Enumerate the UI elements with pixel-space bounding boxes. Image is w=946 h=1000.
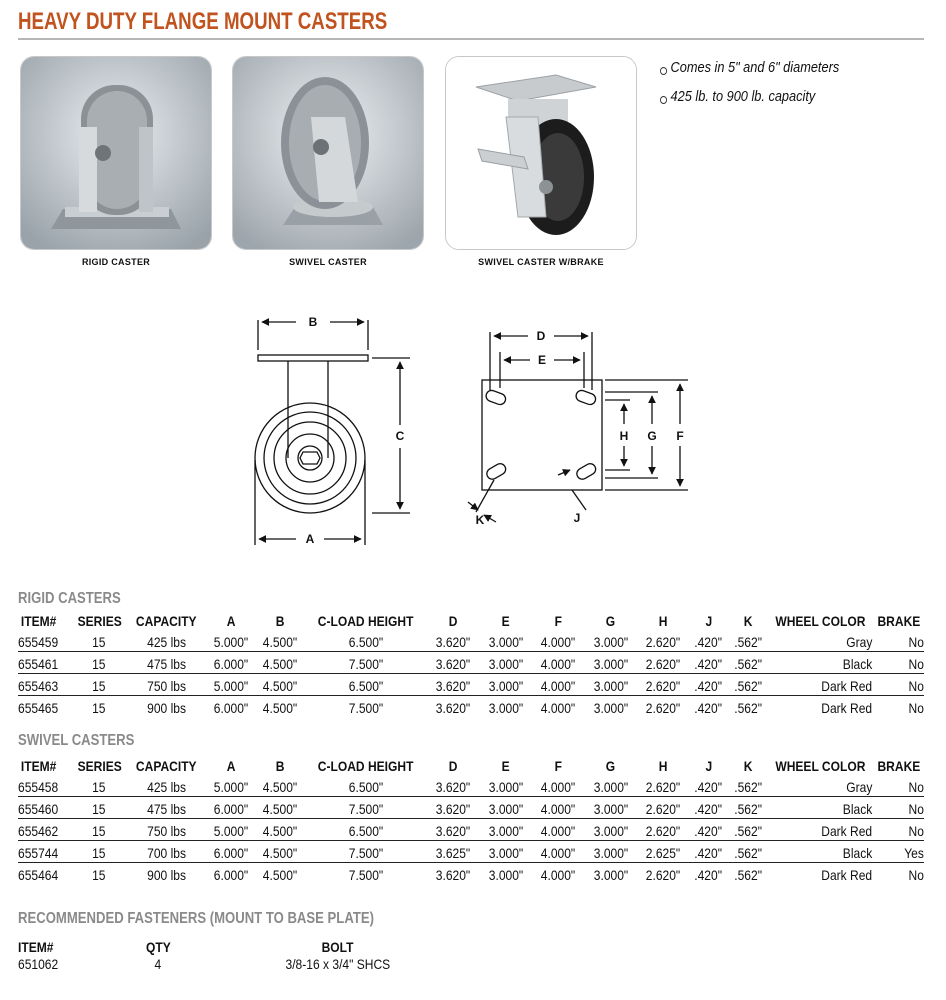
cell-b: 4.500" (256, 775, 306, 797)
col-k: K (743, 758, 752, 774)
cell-d: 3.620" (427, 630, 480, 652)
cell-item: 655462 (18, 819, 73, 841)
col-series: SERIES (77, 613, 122, 629)
cell-series: 15 (73, 674, 126, 696)
col-bolt: BOLT (322, 938, 354, 955)
cell-h: 2.620" (637, 819, 690, 841)
col-brake: BRAKE (877, 613, 921, 629)
col-item: ITEM# (20, 758, 57, 774)
feature-item: Comes in 5" and 6" diameters (660, 60, 839, 89)
label-b: B (308, 315, 318, 329)
col-qty: QTY (145, 938, 171, 955)
cell-c-load-height: 7.500" (305, 652, 427, 674)
cell-f: 4.000" (532, 652, 585, 674)
rigid-caster-caption: RIGID CASTER (81, 257, 151, 267)
label-h: H (619, 429, 629, 443)
cell-capacity: 700 lbs (126, 841, 207, 863)
cell-j: .420" (690, 674, 728, 696)
cell-k: .562" (727, 652, 767, 674)
feature-list (660, 60, 839, 118)
cell-c-load-height: 6.500" (305, 775, 427, 797)
cell-wheel-color: Black (768, 797, 873, 819)
cell-j: .420" (690, 841, 728, 863)
cell-k: .562" (727, 674, 767, 696)
table-row (18, 674, 924, 696)
cell-f: 4.000" (532, 630, 585, 652)
swivel-casters-heading: SWIVEL CASTERS (18, 732, 135, 749)
swivel-casters-table (18, 757, 924, 884)
cell-e: 3.000" (488, 700, 523, 716)
cell-c-load-height: 7.500" (348, 867, 384, 883)
fasteners-table (18, 938, 438, 973)
page-title: HEAVY DUTY FLANGE MOUNT CASTERS (18, 8, 388, 35)
col-j: J (705, 613, 712, 629)
cell-capacity: 475 lbs (126, 797, 207, 819)
cell-d: 3.620" (435, 700, 471, 716)
cell-a: 6.000" (207, 797, 255, 819)
cell-h: 2.625" (637, 841, 690, 863)
cell-j: .420" (690, 652, 728, 674)
col-f: F (554, 758, 562, 774)
col-g: G (606, 613, 616, 629)
cell-h: 2.620" (637, 674, 690, 696)
cell-capacity: 900 lbs (147, 867, 186, 883)
cell-capacity: 750 lbs (126, 819, 207, 841)
cell-d: 3.625" (427, 841, 480, 863)
cell-c-load-height: 6.500" (305, 630, 427, 652)
cell-item: 655461 (18, 652, 73, 674)
col-k: K (743, 613, 752, 629)
cell-k: .562" (733, 700, 762, 716)
cell-e: 3.000" (488, 867, 523, 883)
rigid-casters-table (18, 612, 924, 717)
cell-wheel-color: Dark Red (768, 674, 873, 696)
bullet-icon (660, 67, 667, 75)
col-series: SERIES (77, 758, 122, 774)
col-c-load-height: C-LOAD HEIGHT (318, 613, 414, 629)
title-divider (18, 38, 924, 40)
cell-series: 15 (73, 652, 126, 674)
cell-e: 3.000" (479, 841, 532, 863)
cell-brake: No (873, 630, 924, 652)
cell-capacity: 900 lbs (147, 700, 186, 716)
label-f: F (676, 429, 684, 443)
cell-item: 655458 (18, 775, 73, 797)
cell-d: 3.620" (435, 867, 471, 883)
table-row (18, 696, 924, 718)
cell-b: 4.500" (263, 867, 298, 883)
cell-e: 3.000" (479, 630, 532, 652)
col-c-load-height: C-LOAD HEIGHT (318, 758, 414, 774)
cell-k: .562" (727, 775, 767, 797)
cell-a: 5.000" (207, 775, 255, 797)
table-row (18, 652, 924, 674)
table-row (18, 841, 924, 863)
cell-h: 2.620" (646, 700, 681, 716)
cell-wheel-color: Dark Red (821, 700, 873, 716)
cell-b: 4.500" (256, 797, 306, 819)
cell-g: 3.000" (593, 700, 629, 716)
cell-capacity: 750 lbs (126, 674, 207, 696)
cell-b: 4.500" (256, 819, 306, 841)
cell-a: 5.000" (207, 674, 255, 696)
cell-b: 4.500" (256, 674, 306, 696)
col-f: F (554, 613, 562, 629)
cell-k: .562" (727, 819, 767, 841)
cell-wheel-color: Gray (768, 630, 873, 652)
cell-wheel-color: Black (768, 652, 873, 674)
label-a: A (305, 532, 315, 546)
cell-h: 2.620" (637, 652, 690, 674)
cell-g: 3.000" (585, 797, 638, 819)
cell-capacity: 425 lbs (126, 630, 207, 652)
cell-f: 4.000" (532, 775, 585, 797)
cell-brake: No (873, 775, 924, 797)
cell-brake: No (908, 700, 924, 716)
cell-d: 3.620" (427, 674, 480, 696)
fastener-item: 651062 (18, 956, 59, 972)
cell-series: 15 (73, 841, 126, 863)
swivel-brake-caster-caption: SWIVEL CASTER W/BRAKE (478, 257, 604, 267)
col-item: ITEM# (18, 938, 54, 955)
col-a: A (226, 613, 236, 629)
col-b: B (276, 613, 285, 629)
cell-c-load-height: 7.500" (348, 700, 384, 716)
cell-c-load-height: 7.500" (305, 841, 427, 863)
col-item: ITEM# (20, 613, 57, 629)
cell-e: 3.000" (479, 674, 532, 696)
cell-g: 3.000" (585, 674, 638, 696)
cell-h: 2.620" (637, 630, 690, 652)
cell-series: 15 (73, 819, 126, 841)
cell-a: 6.000" (214, 700, 249, 716)
cell-e: 3.000" (479, 797, 532, 819)
cell-f: 4.000" (532, 674, 585, 696)
cell-series: 15 (92, 867, 106, 883)
cell-c-load-height: 7.500" (305, 797, 427, 819)
cell-j: .420" (690, 775, 728, 797)
feature-item: 425 lb. to 900 lb. capacity (660, 89, 839, 118)
cell-wheel-color: Dark Red (768, 819, 873, 841)
fasteners-heading: RECOMMENDED FASTENERS (MOUNT TO BASE PLATE) (18, 910, 374, 927)
cell-b: 4.500" (256, 841, 306, 863)
cell-series: 15 (92, 700, 106, 716)
cell-capacity: 425 lbs (126, 775, 207, 797)
fastener-bolt: 3/8-16 x 3/4" SHCS (285, 956, 391, 972)
cell-brake: No (908, 867, 924, 883)
cell-k: .562" (727, 630, 767, 652)
col-wheel-color: WHEEL COLOR (775, 758, 866, 774)
col-capacity: CAPACITY (136, 758, 197, 774)
cell-g: 3.000" (593, 867, 629, 883)
table-row (18, 819, 924, 841)
cell-h: 2.620" (646, 867, 681, 883)
bullet-icon (660, 96, 667, 104)
table-header-row (18, 938, 438, 955)
label-g: G (647, 429, 657, 443)
cell-brake: No (873, 797, 924, 819)
cell-g: 3.000" (585, 775, 638, 797)
table-row (18, 775, 924, 797)
cell-brake: No (873, 652, 924, 674)
cell-a: 6.000" (207, 652, 255, 674)
label-c: C (395, 429, 405, 443)
cell-f: 4.000" (532, 819, 585, 841)
cell-e: 3.000" (479, 775, 532, 797)
col-g: G (606, 758, 616, 774)
label-d: D (536, 329, 546, 343)
cell-h: 2.620" (637, 775, 690, 797)
cell-d: 3.620" (427, 819, 480, 841)
swivel-brake-caster-photo (445, 56, 637, 250)
cell-e: 3.000" (479, 652, 532, 674)
cell-g: 3.000" (585, 841, 638, 863)
cell-f: 4.000" (532, 841, 585, 863)
cell-k: .562" (733, 867, 762, 883)
rigid-casters-heading: RIGID CASTERS (18, 590, 121, 607)
table-row (18, 955, 438, 973)
col-j: J (705, 758, 712, 774)
cell-capacity: 475 lbs (126, 652, 207, 674)
cell-f: 4.000" (532, 797, 585, 819)
cell-brake: No (873, 819, 924, 841)
col-brake: BRAKE (877, 758, 921, 774)
cell-d: 3.620" (427, 775, 480, 797)
cell-b: 4.500" (256, 652, 306, 674)
cell-e: 3.000" (479, 819, 532, 841)
cell-wheel-color: Black (768, 841, 873, 863)
cell-j: .420" (690, 819, 728, 841)
swivel-caster-caption: SWIVEL CASTER (289, 257, 367, 267)
cell-j: .420" (690, 797, 728, 819)
swivel-caster-photo (232, 56, 424, 250)
cell-g: 3.000" (585, 652, 638, 674)
table-header-row (18, 757, 924, 775)
cell-f: 4.000" (541, 867, 576, 883)
cell-brake: Yes (873, 841, 924, 863)
cell-wheel-color: Gray (768, 775, 873, 797)
col-capacity: CAPACITY (136, 613, 197, 629)
cell-d: 3.620" (427, 652, 480, 674)
swivel-casters-body (18, 775, 924, 884)
cell-item: 655464 (18, 867, 59, 883)
cell-a: 5.000" (207, 819, 255, 841)
rigid-caster-photo (20, 56, 212, 250)
col-b: B (276, 758, 285, 774)
table-row (18, 630, 924, 652)
cell-wheel-color: Dark Red (821, 867, 873, 883)
table-row (18, 863, 924, 885)
cell-j: .420" (690, 630, 728, 652)
cell-item: 655463 (18, 674, 73, 696)
cell-item: 655459 (18, 630, 73, 652)
col-e: E (501, 613, 510, 629)
cell-k: .562" (727, 797, 767, 819)
cell-j: .420" (694, 700, 723, 716)
cell-b: 4.500" (263, 700, 298, 716)
label-j: J (573, 511, 581, 525)
dimension-diagram (240, 300, 700, 550)
col-e: E (501, 758, 510, 774)
cell-item: 655465 (18, 700, 59, 716)
cell-c-load-height: 6.500" (305, 674, 427, 696)
rigid-casters-body (18, 630, 924, 717)
cell-g: 3.000" (585, 819, 638, 841)
table-row (18, 797, 924, 819)
cell-item: 655744 (18, 841, 73, 863)
cell-k: .562" (727, 841, 767, 863)
cell-a: 6.000" (214, 867, 249, 883)
label-k: K (475, 513, 485, 527)
cell-series: 15 (73, 797, 126, 819)
cell-g: 3.000" (585, 630, 638, 652)
cell-h: 2.620" (637, 797, 690, 819)
cell-c-load-height: 6.500" (305, 819, 427, 841)
cell-series: 15 (73, 630, 126, 652)
fastener-qty: 4 (154, 956, 162, 972)
cell-j: .420" (694, 867, 723, 883)
col-wheel-color: WHEEL COLOR (775, 613, 866, 629)
col-h: H (659, 758, 668, 774)
col-h: H (659, 613, 668, 629)
cell-series: 15 (73, 775, 126, 797)
cell-d: 3.620" (427, 797, 480, 819)
cell-f: 4.000" (541, 700, 576, 716)
label-e: E (537, 353, 547, 367)
col-d: D (448, 613, 458, 629)
table-header-row (18, 612, 924, 630)
cell-a: 5.000" (207, 630, 255, 652)
col-d: D (448, 758, 458, 774)
cell-brake: No (873, 674, 924, 696)
cell-a: 6.000" (207, 841, 255, 863)
col-a: A (226, 758, 236, 774)
cell-item: 655460 (18, 797, 73, 819)
cell-b: 4.500" (256, 630, 306, 652)
